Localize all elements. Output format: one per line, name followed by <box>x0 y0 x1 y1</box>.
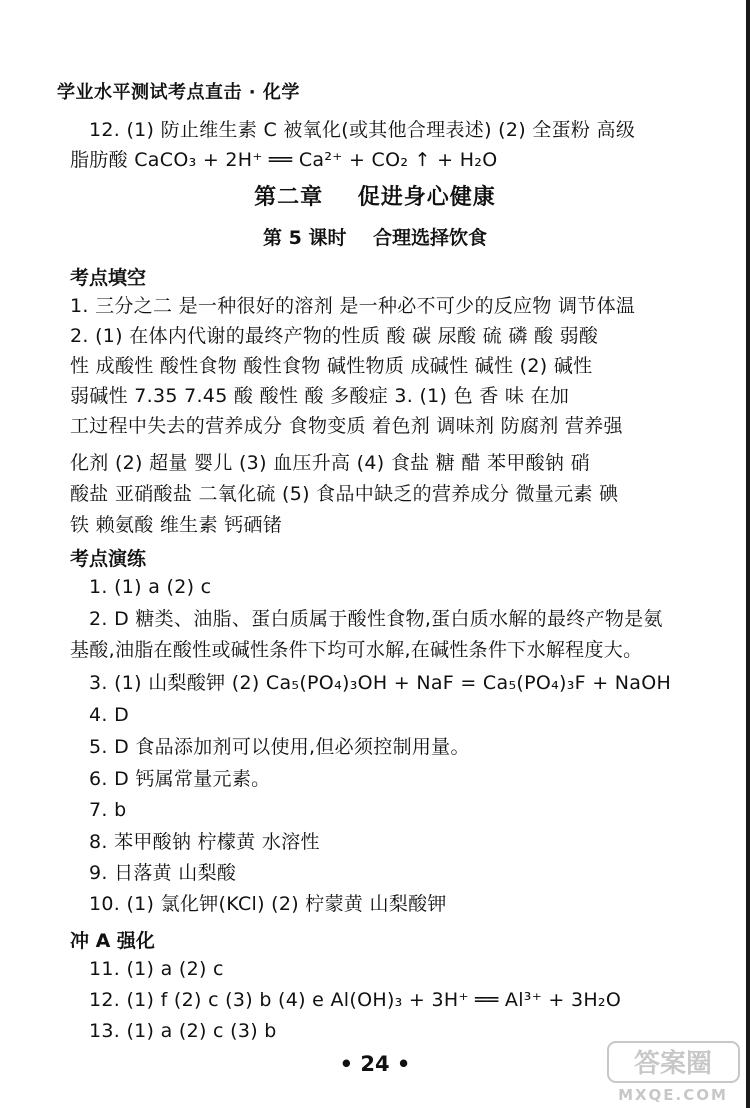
watermark-en: MXQE.COM <box>618 1086 728 1104</box>
answer-line: 弱碱性 7.35 7.45 酸 酸性 酸 多酸症 3. (1) 色 香 味 在加 <box>70 385 570 407</box>
answer-line: 铁 赖氨酸 维生素 钙硒锗 <box>70 514 283 536</box>
answer-line: 脂肪酸 CaCO₃ + 2H⁺ ══ Ca²⁺ + CO₂ ↑ + H₂O <box>70 149 498 171</box>
answer-line: 7. b <box>89 799 127 821</box>
page-number: • 24 • <box>339 1052 411 1076</box>
watermark-logo-icon <box>606 1040 741 1104</box>
answer-line: 6. D 钙属常量元素。 <box>89 768 271 790</box>
section-title-fill-in: 考点填空 <box>70 267 147 289</box>
answer-line: 1. (1) a (2) c <box>89 576 212 598</box>
answer-line: 性 成酸性 酸性食物 酸性食物 碱性物质 成碱性 碱性 (2) 碱性 <box>70 355 593 377</box>
lesson-title: 第 5 课时 合理选择饮食 <box>263 227 487 249</box>
answer-line: 10. (1) 氯化钾(KCl) (2) 柠蒙黄 山梨酸钾 <box>89 893 447 915</box>
answer-line: 11. (1) a (2) c <box>89 958 224 980</box>
answer-line: 2. (1) 在体内代谢的最终产物的性质 酸 碳 尿酸 硫 磷 酸 弱酸 <box>70 325 599 347</box>
answer-line: 12. (1) 防止维生素 C 被氧化(或其他合理表述) (2) 全蛋粉 高级 <box>89 119 636 141</box>
watermark-cn: 答案圈 <box>633 1049 713 1079</box>
answer-line: 2. D 糖类、油脂、蛋白质属于酸性食物,蛋白质水解的最终产物是氨 <box>89 608 663 630</box>
answer-line: 13. (1) a (2) c (3) b <box>89 1020 277 1042</box>
chapter-title: 第二章 促进身心健康 <box>254 185 496 210</box>
answer-line: 4. D <box>89 704 129 726</box>
answer-line: 1. 三分之二 是一种很好的溶剂 是一种必不可少的反应物 调节体温 <box>70 295 636 317</box>
answer-line: 9. 日落黄 山梨酸 <box>89 862 237 884</box>
answer-line: 3. (1) 山梨酸钾 (2) Ca₅(PO₄)₃OH + NaF = Ca₅(PO₄)₃F + NaOH <box>89 672 672 694</box>
answer-line: 5. D 食品添加剂可以使用,但必须控制用量。 <box>89 736 470 758</box>
answer-line: 基酸,油脂在酸性或碱性条件下均可水解,在碱性条件下水解程度大。 <box>70 639 643 661</box>
answer-line: 化剂 (2) 超量 婴儿 (3) 血压升高 (4) 食盐 糖 醋 苯甲酸钠 硝 <box>70 452 590 474</box>
section-title-practice: 考点演练 <box>70 548 147 570</box>
answer-line: 工过程中失去的营养成分 食物变质 着色剂 调味剂 防腐剂 营养强 <box>70 415 623 437</box>
answer-line: 12. (1) f (2) c (3) b (4) e Al(OH)₃ + 3H⁺ ══ Al³⁺ + 3H₂O <box>89 989 622 1011</box>
section-title-advanced: 冲 A 强化 <box>70 930 155 952</box>
answer-line: 8. 苯甲酸钠 柠檬黄 水溶性 <box>89 831 320 853</box>
answer-line: 酸盐 亚硝酸盐 二氧化硫 (5) 食品中缺乏的营养成分 微量元素 碘 <box>70 483 619 505</box>
running-header: 学业水平测试考点直击 · 化学 <box>57 82 300 103</box>
